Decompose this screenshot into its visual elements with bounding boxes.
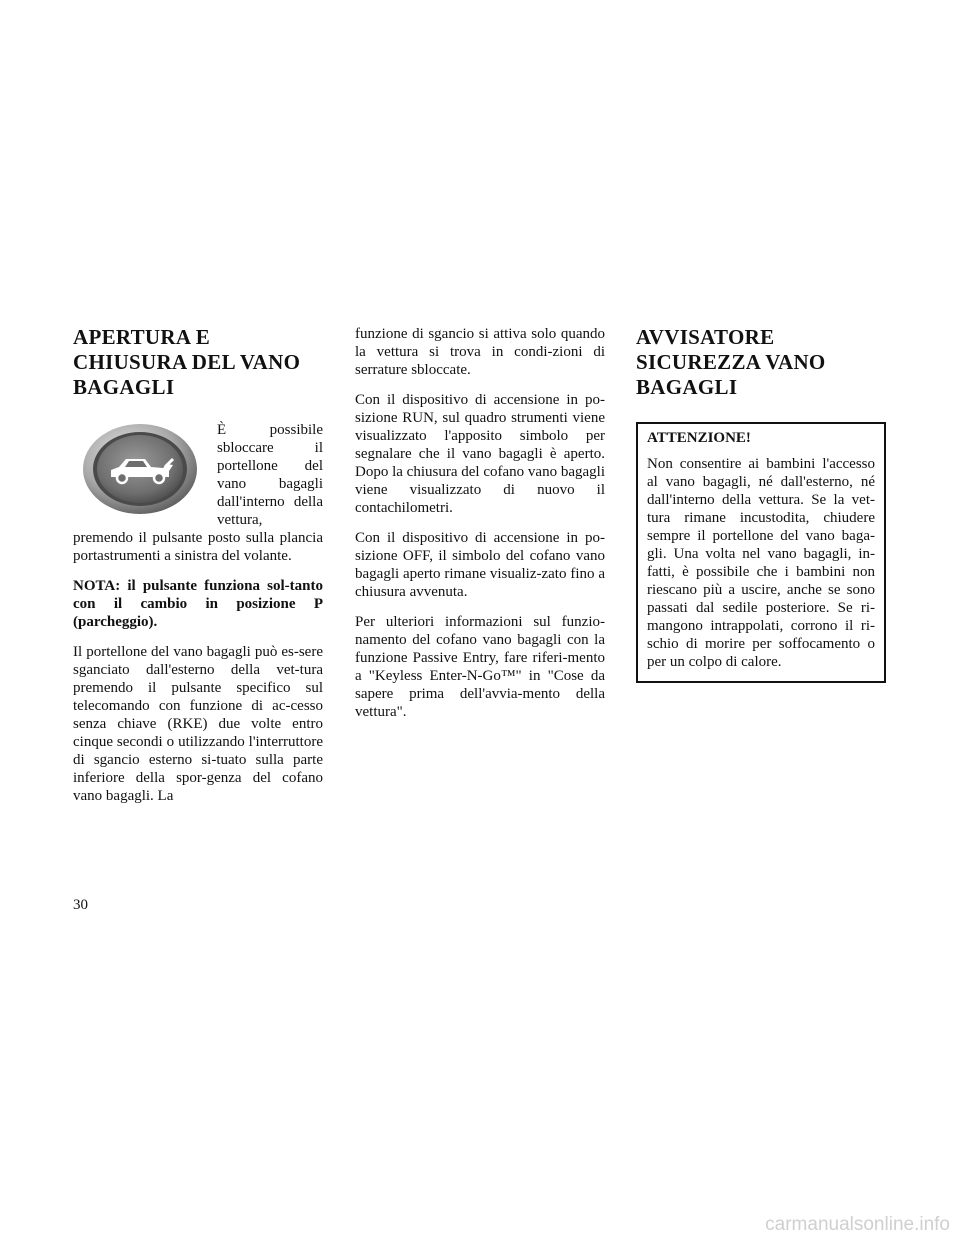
paragraph-release-condition: funzione di sgancio si attiva solo quando la vettura si trova in condi-zioni di serrature sbloccate. [355,326,605,378]
watermark: carmanualsonline.info [765,1214,950,1235]
section-heading-trunk-safety: AVVISATORE SICUREZZA VANO BAGAGLI [636,325,826,399]
paragraph-passive-entry: Per ulteriori informazioni sul funzio-namento del cofano vano bagagli con la funzione Passive Entry, fare riferi-mento a "Keyless Enter-N-Go™" in "Cose da sapere prima dell'avvia-mento della vettura". [355,614,605,720]
note-gear-position: NOTA: il pulsante funziona sol-tanto con il cambio in posizione P (parcheggio). [73,578,323,630]
page-number: 30 [73,897,88,913]
right-column [636,325,886,683]
middle-column [355,325,605,733]
paragraph-off-position: Con il dispositivo di accensione in po-sizione OFF, il simbolo del cofano vano bagagli aperto rimane visualiz-zato fino a chiusura avvenuta. [355,530,605,600]
trunk-release-button-icon [73,421,211,515]
section-heading-trunk-opening: APERTURA E CHIUSURA DEL VANO BAGAGLI [73,325,301,399]
intro-block [73,421,323,565]
paragraph-external-release: Il portellone del vano bagagli può es-sere sganciato dall'esterno della vet-tura premendo il pulsante specifico sul telecomando con funzione di ac-cesso senza chiave (RKE) due volte entro cinque secondi o utilizzando l'interruttore di sgancio esterno si-tuato sulla parte inferiore della spor-genza del cofano vano bagagli. La [73,644,323,804]
left-column [73,325,323,817]
warning-box [636,422,886,683]
warning-title: ATTENZIONE! [647,430,751,446]
intro-paragraph: È possibile sbloccare il portellone del vano bagagli dall'interno della vettura, premendo il pulsante posto sulla plancia portastrumenti a sinistra del volante. [73,422,323,564]
warning-text: Non consentire ai bambini l'accesso al vano bagagli, né dall'esterno, né dall'interno della vettura. Se la vet-tura rimane incustodita, chiudere sempre il portellone del vano baga-gli. Una volta nel vano bagagli, in-fatti, è possibile che i bambini non riescano più a uscire, anche se sono passati dal sedile posteriore. Se ri-mangono intrappolati, corrono il ri-schio di morire per soffocamento o per un colpo di calore. [647,456,875,670]
paragraph-run-position: Con il dispositivo di accensione in po-sizione RUN, sul quadro strumenti viene visualizzato l'apposito simbolo per segnalare che il vano bagagli è aperto. Dopo la chiusura del cofano vano bagagli viene visualizzato di nuovo il contachilometri. [355,392,605,516]
